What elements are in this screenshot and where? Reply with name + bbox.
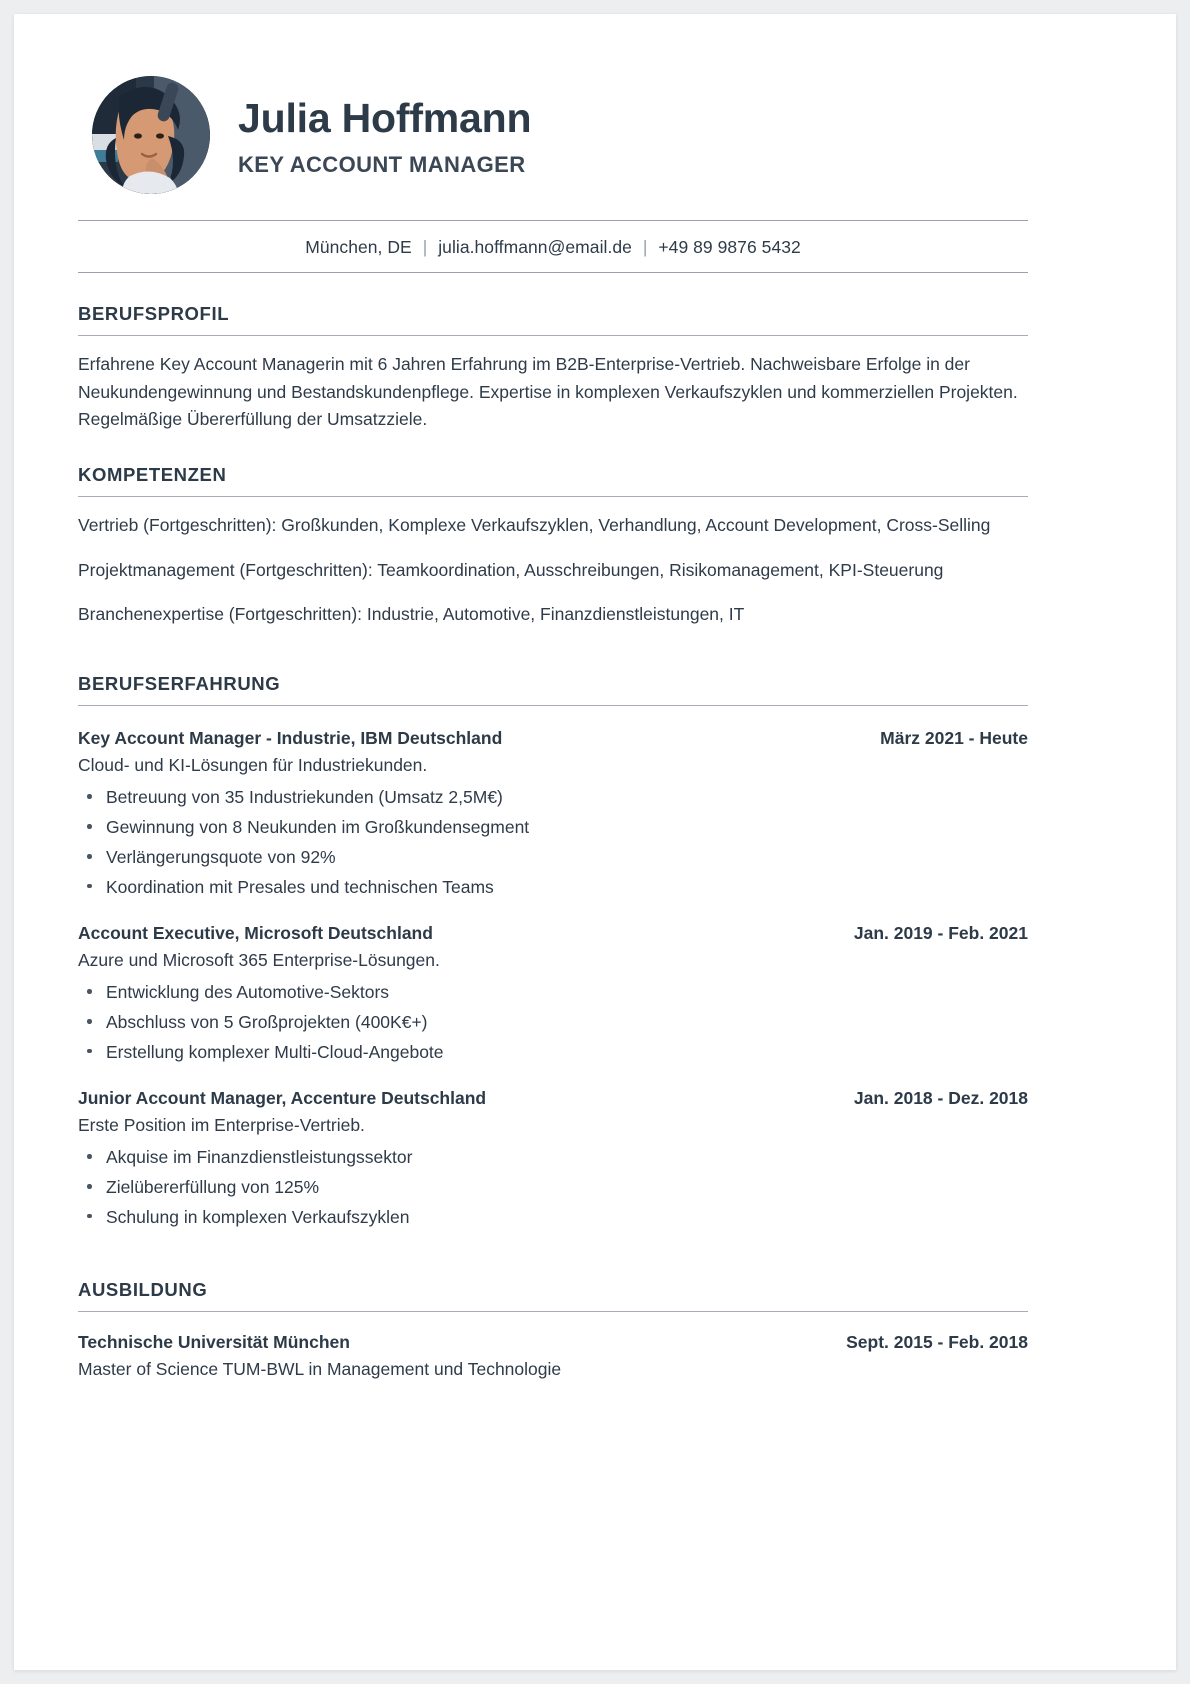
experience-title: Junior Account Manager, Accenture Deutschland [78, 1087, 487, 1108]
experience-bullets [78, 980, 1028, 1066]
resume-header [78, 76, 1028, 194]
section-title-education: AUSBILDUNG [78, 1278, 208, 1300]
skills-list [78, 512, 1028, 629]
education-item-header [78, 1332, 1028, 1353]
experience-item-header [78, 1088, 1028, 1109]
experience-bullet: Erstellung komplexer Multi-Cloud-Angebote [78, 1040, 1028, 1066]
education-degree: Master of Science TUM-BWL in Management und Technologie [78, 1358, 562, 1379]
contact-email[interactable]: julia.hoffmann@email.de [438, 237, 632, 257]
profile-text: Erfahrene Key Account Managerin mit 6 Jahren Erfahrung im B2B-Enterprise-Vertrieb. Nachweisbare Erfolge in der Neukundengewinnung und Bestandskundenpflege. Expertise in komplexen Verkaufszyklen und kommerziellen Projekten. Regelmäßige Übererfüllung der Umsatzziele. [78, 354, 1018, 430]
avatar [92, 76, 210, 194]
contact-divider [78, 272, 1028, 273]
section-divider-skills [78, 496, 1028, 497]
skill-line: Vertrieb (Fortgeschritten): Großkunden, Komplexe Verkaufszyklen, Verhandlung, Account Development, Cross-Selling [78, 514, 991, 535]
job-role-title: KEY ACCOUNT MANAGER [238, 151, 526, 177]
experience-bullets [78, 785, 1028, 901]
experience-bullet: Gewinnung von 8 Neukunden im Großkundensegment [78, 815, 1028, 841]
section-divider-profile [78, 335, 1028, 336]
education-item [78, 1332, 1028, 1382]
skill-line: Branchenexpertise (Fortgeschritten): Industrie, Automotive, Finanzdienstleistungen, IT [78, 604, 745, 625]
contact-separator-2: | [642, 237, 648, 257]
experience-item [78, 1088, 1028, 1231]
education-date: Sept. 2015 - Feb. 2018 [846, 1331, 1028, 1352]
contact-separator-1: | [422, 237, 428, 257]
experience-item [78, 923, 1028, 1066]
experience-bullet: Verlängerungsquote von 92% [78, 845, 1028, 871]
experience-bullet: Schulung in komplexen Verkaufszyklen [78, 1205, 1028, 1231]
section-title-skills: KOMPETENZEN [78, 463, 227, 485]
section-title-experience: BERUFSERFAHRUNG [78, 672, 281, 694]
contact-phone[interactable]: +49 89 9876 5432 [658, 237, 801, 257]
experience-title: Account Executive, Microsoft Deutschland [78, 922, 433, 943]
experience-bullets [78, 1145, 1028, 1231]
resume-page [14, 14, 1176, 1670]
section-divider-experience [78, 705, 1028, 706]
section-profile [78, 303, 1028, 434]
section-title-profile: BERUFSPROFIL [78, 303, 230, 324]
experience-date: Jan. 2019 - Feb. 2021 [853, 922, 1028, 943]
section-skills [78, 464, 1028, 629]
section-experience [78, 673, 1028, 1231]
experience-description: Cloud- und KI-Lösungen für Industriekunden. [78, 754, 428, 775]
contact-line [78, 221, 1028, 272]
experience-bullet: Entwicklung des Automotive-Sektors [78, 980, 1028, 1006]
skill-line: Projektmanagement (Fortgeschritten): Teamkoordination, Ausschreibungen, Risikomanagement, KPI-Steuerung [78, 559, 944, 580]
name-block [238, 92, 531, 177]
section-education [78, 1279, 1028, 1382]
experience-date: März 2021 - Heute [880, 727, 1028, 748]
section-divider-education [78, 1311, 1028, 1312]
experience-description: Erste Position im Enterprise-Vertrieb. [78, 1114, 365, 1135]
experience-bullet: Abschluss von 5 Großprojekten (400K€+) [78, 1010, 1028, 1036]
experience-description: Azure und Microsoft 365 Enterprise-Lösungen. [78, 949, 440, 970]
experience-bullet: Akquise im Finanzdienstleistungssektor [78, 1145, 1028, 1171]
experience-bullet: Zielübererfüllung von 125% [78, 1175, 1028, 1201]
experience-item-header [78, 923, 1028, 944]
resume-content [78, 76, 1028, 1382]
experience-bullet: Betreuung von 35 Industriekunden (Umsatz 2,5M€) [78, 785, 1028, 811]
education-school: Technische Universität München [78, 1331, 350, 1352]
page-title: Julia Hoffmann [238, 95, 532, 142]
experience-item [78, 728, 1028, 901]
experience-date: Jan. 2018 - Dez. 2018 [853, 1087, 1028, 1108]
experience-bullet: Koordination mit Presales und technischen Teams [78, 875, 1028, 901]
experience-item-header [78, 728, 1028, 749]
contact-location: München, DE [305, 237, 412, 257]
experience-title: Key Account Manager - Industrie, IBM Deutschland [78, 727, 503, 748]
